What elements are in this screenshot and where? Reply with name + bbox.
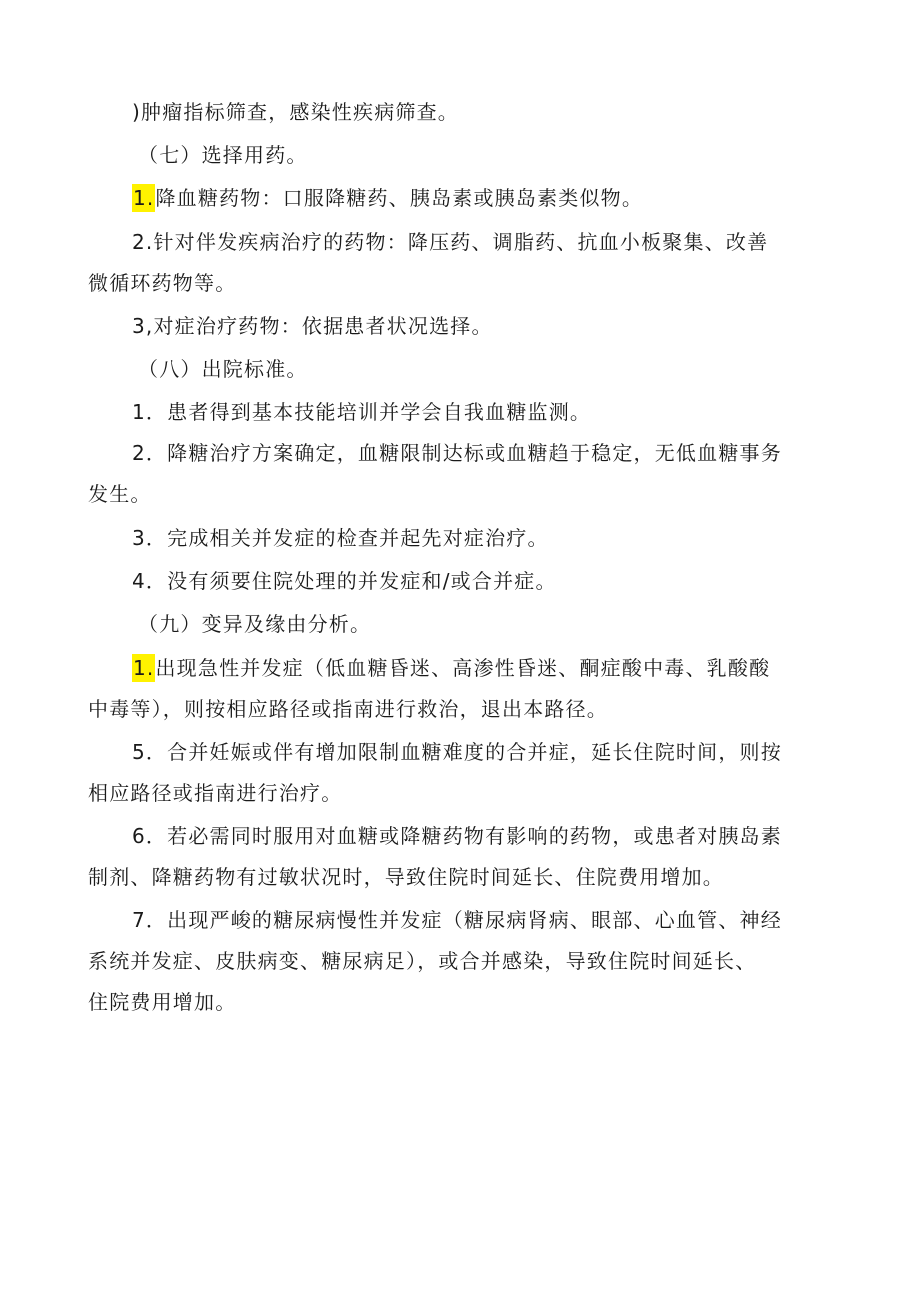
highlighted-marker: 1.: [133, 186, 155, 210]
paragraph-line: 微循环药物等。: [88, 271, 237, 295]
paragraph-line: 住院费用增加。: [88, 990, 237, 1014]
paragraph-line: 中毒等），则按相应路径或指南进行救治，退出本路径。: [88, 697, 608, 721]
paragraph-line: 相应路径或指南进行治疗。: [88, 781, 343, 805]
paragraph-tumor-screening: [88, 92, 840, 133]
paragraph-line: （七）选择用药。: [138, 143, 308, 167]
paragraph-line: )肿瘤指标筛查，感染性疾病筛查。: [132, 100, 460, 124]
paragraph-line: 3．完成相关并发症的检查并起先对症治疗。: [132, 526, 549, 550]
section-heading-discharge: [88, 349, 840, 390]
paragraph-line: 3,对症治疗药物：依据患者状况选择。: [132, 314, 493, 338]
paragraph-line: 制剂、降糖药物有过敏状况时，导致住院时间延长、住院费用增加。: [88, 865, 724, 889]
list-item-variation-7: [88, 900, 840, 1023]
paragraph-line: （八）出院标准。: [138, 357, 308, 381]
paragraph-line: 7．出现严峻的糖尿病慢性并发症（糖尿病肾病、眼部、心血管、神经: [132, 908, 782, 932]
paragraph-line: （九）变异及缘由分析。: [138, 612, 372, 636]
list-item-discharge-4: [88, 561, 840, 602]
list-item-variation-6: [88, 816, 840, 898]
list-item-hypoglycemic-drugs: [88, 178, 840, 219]
paragraph-line: 2.针对伴发疾病治疗的药物：降压药、调脂药、抗血小板聚集、改善: [132, 230, 769, 254]
paragraph-line: 2．降糖治疗方案确定，血糖限制达标或血糖趋于稳定，无低血糖事务: [132, 441, 782, 465]
paragraph-line: 5．合并妊娠或伴有增加限制血糖难度的合并症，延长住院时间，则按: [132, 740, 782, 764]
paragraph-line: 1．患者得到基本技能培训并学会自我血糖监测。: [132, 400, 592, 424]
section-heading-variation: [88, 604, 840, 645]
paragraph-line: 6．若必需同时服用对血糖或降糖药物有影响的药物，或患者对胰岛素: [132, 824, 782, 848]
list-item-discharge-3: [88, 518, 840, 559]
list-item-variation-1: [88, 648, 840, 730]
section-heading-medication: [88, 135, 840, 176]
list-item-symptomatic-drugs: [88, 306, 840, 347]
paragraph-line: 降血糖药物：口服降糖药、胰岛素或胰岛素类似物。: [155, 186, 644, 210]
paragraph-line: 发生。: [88, 482, 152, 506]
list-item-variation-5: [88, 732, 840, 814]
paragraph-line: 出现急性并发症（低血糖昏迷、高渗性昏迷、酮症酸中毒、乳酸酸: [155, 656, 771, 680]
list-item-discharge-1: [88, 392, 840, 433]
list-item-comorbidity-drugs: [88, 222, 840, 304]
paragraph-line: 4．没有须要住院处理的并发症和/或合并症。: [132, 569, 557, 593]
paragraph-line: 系统并发症、皮肤病变、糖尿病足），或合并感染，导致住院时间延长、: [88, 949, 757, 973]
list-item-discharge-2: [88, 433, 840, 515]
highlighted-marker: 1.: [133, 656, 155, 680]
